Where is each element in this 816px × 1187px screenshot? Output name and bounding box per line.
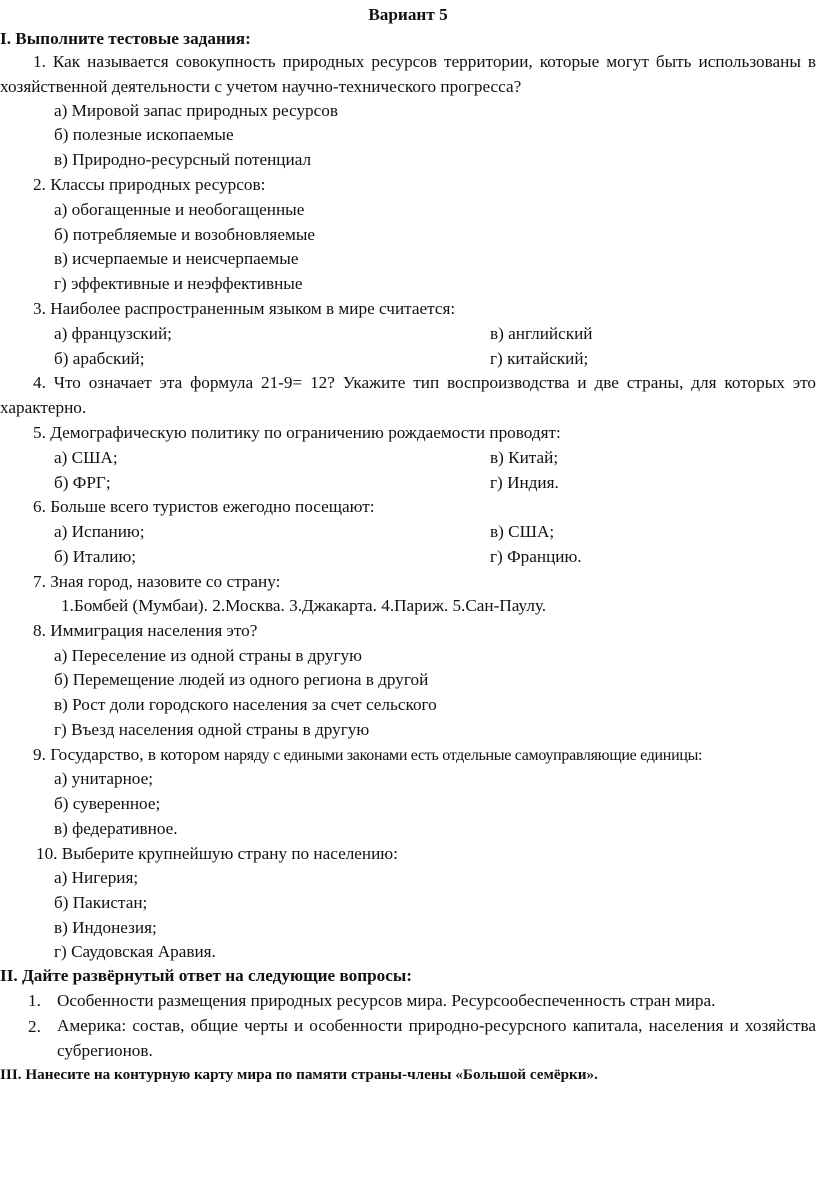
question-6-text: 6. Больше всего туристов ежегодно посещают:	[33, 497, 375, 516]
q3-option-c: в) английский	[490, 324, 593, 343]
section-3-heading: III. Нанесите на контурную карту мира по памяти страны-члены «Большой семёрки».	[0, 1066, 598, 1083]
q10-option-d: г) Саудовская Аравия.	[54, 942, 216, 961]
q3-option-b: б) арабский;	[54, 349, 145, 368]
question-3-text: 3. Наиболее распространенным языком в мире считается:	[33, 299, 456, 318]
section-2-heading: II. Дайте развёрнутый ответ на следующие вопросы:	[0, 966, 413, 985]
variant-title: Вариант 5	[368, 5, 448, 24]
section-2-item-2-number: 2.	[28, 1017, 41, 1036]
question-5-text: 5. Демографическую политику по ограничению рождаемости проводят:	[33, 423, 561, 442]
q7-city-list: 1.Бомбей (Мумбаи). 2.Москва. 3.Джакарта. 4.Париж. 5.Сан-Паулу.	[61, 596, 547, 615]
q1-option-a: а) Мировой запас природных ресурсов	[54, 101, 338, 120]
q3-option-a: а) французский;	[54, 324, 172, 343]
question-1-text: 1. Как называется совокупность природных ресурсов территории, которые могут быть использованы в хозяйственной деятельности с учетом научно-технического прогресса?	[0, 52, 816, 96]
q6-option-d: г) Францию.	[490, 547, 582, 566]
question-10-text: 10. Выберите крупнейшую страну по населению:	[36, 844, 398, 863]
section-2-item-2-text: Америка: состав, общие черты и особенности природно-ресурсного капитала, населения и хозяйства субрегионов.	[57, 1016, 816, 1060]
q5-option-c: в) Китай;	[490, 448, 559, 467]
q10-option-c: в) Индонезия;	[54, 918, 157, 937]
section-1-heading: I. Выполните тестовые задания:	[0, 29, 251, 48]
q8-option-b: б) Перемещение людей из одного региона в другой	[54, 670, 429, 689]
q9-option-a: а) унитарное;	[54, 769, 153, 788]
q10-option-b: б) Пакистан;	[54, 893, 148, 912]
question-9-text	[33, 745, 702, 766]
q3-option-d: г) китайский;	[490, 349, 589, 368]
question-4-text: 4. Что означает эта формула 21-9= 12? Укажите тип воспроизводства и две страны, для которых это характерно.	[0, 373, 816, 417]
q5-option-b: б) ФРГ;	[54, 473, 111, 492]
question-2-text: 2. Классы природных ресурсов:	[33, 175, 266, 194]
q8-option-c: в) Рост доли городского населения за счет сельского	[54, 695, 437, 714]
q10-option-a: а) Нигерия;	[54, 868, 139, 887]
section-2-item-1-number: 1.	[28, 991, 41, 1010]
q6-option-b: б) Италию;	[54, 547, 137, 566]
q9-option-b: б) суверенное;	[54, 794, 161, 813]
question-8-text: 8. Иммиграция населения это?	[33, 621, 258, 640]
section-2-item-1-text: Особенности размещения природных ресурсов мира. Ресурсообеспеченность стран мира.	[57, 991, 716, 1010]
q5-option-d: г) Индия.	[490, 473, 559, 492]
q1-option-b: б) полезные ископаемые	[54, 125, 234, 144]
q2-option-d: г) эффективные и неэффективные	[54, 274, 303, 293]
q9-option-c: в) федеративное.	[54, 819, 178, 838]
q2-option-a: а) обогащенные и необогащенные	[54, 200, 305, 219]
q8-option-d: г) Въезд населения одной страны в другую	[54, 720, 370, 739]
q9-text-end: наряду с едиными законами есть отдельные самоуправляющие единицы:	[224, 747, 703, 764]
q5-option-a: а) США;	[54, 448, 118, 467]
q6-option-c: в) США;	[490, 522, 555, 541]
q9-text-start: 9. Государство, в котором	[33, 745, 220, 764]
q2-option-b: б) потребляемые и возобновляемые	[54, 225, 316, 244]
q1-option-c: в) Природно-ресурсный потенциал	[54, 150, 312, 169]
q2-option-c: в) исчерпаемые и неисчерпаемые	[54, 249, 299, 268]
q8-option-a: а) Переселение из одной страны в другую	[54, 646, 362, 665]
question-7-text: 7. Зная город, назовите со страну:	[33, 572, 281, 591]
q6-option-a: а) Испанию;	[54, 522, 145, 541]
